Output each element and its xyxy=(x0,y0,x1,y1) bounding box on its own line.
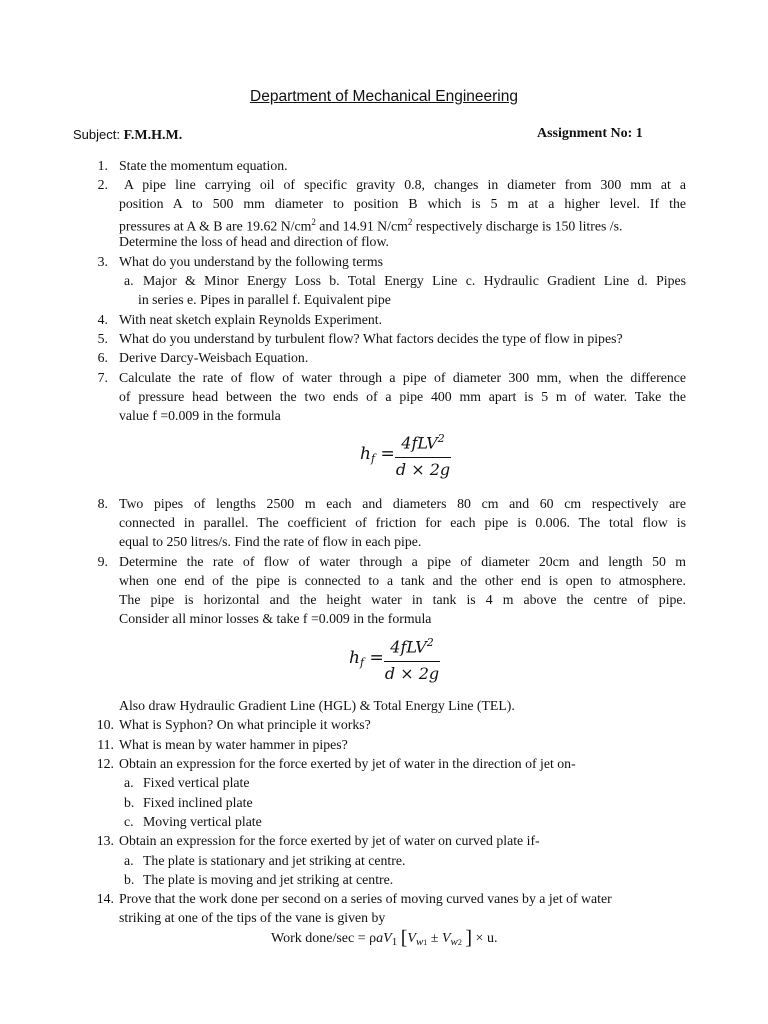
formula-lhs xyxy=(349,648,384,669)
sub-label: c. xyxy=(124,814,134,829)
question-text: What do you understand by turbulent flow? What factors decides the type of flow in pipes? xyxy=(119,331,623,346)
formula-lhs xyxy=(360,444,395,465)
equals-sign: = xyxy=(369,648,384,668)
question-number: 2. xyxy=(97,177,108,192)
formula-numerator xyxy=(394,432,452,452)
subject-label: Subject: xyxy=(73,127,120,142)
lhs-subscript: f xyxy=(370,452,376,465)
work-label: Work done/sec = xyxy=(271,931,370,946)
page-title: Department of Mechanical Engineering xyxy=(250,88,518,105)
numerator-exponent: 2 xyxy=(437,432,445,445)
assignment-number: Assignment No: 1 xyxy=(537,126,643,141)
work-formula xyxy=(271,929,497,952)
sub-label: a. xyxy=(124,853,134,868)
question-text: Also draw Hydraulic Gradient Line (HGL) & Total Energy Line (TEL). xyxy=(119,698,515,713)
question-text: Determine the rate of flow of water through a pipe of diameter 20cm and length 50 m xyxy=(119,554,686,569)
question-text: Prove that the work done per second on a series of moving curved vanes by a jet of water xyxy=(119,891,612,906)
text-span: and 14.91 N/cm xyxy=(315,218,408,234)
question-text: position A to 500 mm diameter to position B which is 5 m at a higher level. If the xyxy=(119,196,686,211)
numerator-text: 4fLV xyxy=(401,433,438,453)
whirl-velocity-symbol: V xyxy=(407,931,416,946)
whirl-subscript xyxy=(451,936,462,948)
superscript: 2 xyxy=(407,217,413,227)
sub-item: Fixed inclined plate xyxy=(143,795,253,810)
velocity-symbol: V xyxy=(383,931,392,946)
question-number: 11. xyxy=(97,737,114,752)
lhs-subscript: f xyxy=(359,656,365,669)
sub-label: a. xyxy=(124,775,134,790)
question-number: 12. xyxy=(96,756,114,771)
question-text: What is Syphon? On what principle it works? xyxy=(119,717,371,732)
velocity-subscript: 1 xyxy=(391,936,398,948)
question-text: What is mean by water hammer in pipes? xyxy=(119,737,348,752)
text-span: pressures at A & B are 19.62 N/cm xyxy=(119,218,312,234)
question-text: Consider all minor losses & take f =0.009 in the formula xyxy=(119,611,432,626)
fraction-bar xyxy=(395,457,451,458)
question-text: The pipe is horizontal and the height water in tank is 4 m above the centre of pipe. xyxy=(119,592,686,607)
question-text: value f =0.009 in the formula xyxy=(119,408,281,423)
darcy-formula xyxy=(345,636,445,688)
open-bracket: [ xyxy=(400,927,408,949)
question-text: A pipe line carrying oil of specific gravity 0.8, changes in diameter from 300 mm at a xyxy=(124,177,686,192)
question-number: 14. xyxy=(96,891,114,906)
whirl-sub-index: 2 xyxy=(457,938,462,947)
lhs-symbol: h xyxy=(360,444,371,464)
superscript: 2 xyxy=(311,217,316,227)
rho-symbol: ρ xyxy=(369,931,377,946)
subject-line xyxy=(73,127,182,144)
question-text: With neat sketch explain Reynolds Experiment. xyxy=(119,312,383,327)
question-number: 13. xyxy=(96,833,114,848)
numerator-exponent: 2 xyxy=(426,636,434,649)
question-text: Calculate the rate of flow of water through a pipe of diameter 300 mm, when the difference xyxy=(119,370,686,385)
question-text: Determine the loss of head and direction of flow. xyxy=(119,234,389,249)
question-text: What do you understand by the following terms xyxy=(119,254,384,269)
text-span: respectively discharge is 150 litres /s. xyxy=(412,218,623,234)
sub-item: Fixed vertical plate xyxy=(143,775,250,790)
question-number: 8. xyxy=(97,496,108,511)
sub-item: The plate is stationary and jet striking at centre. xyxy=(143,853,406,868)
question-number: 3. xyxy=(97,254,108,269)
question-text: Obtain an expression for the force exerted by jet of water on curved plate if- xyxy=(119,833,540,848)
fraction-bar xyxy=(384,661,440,662)
whirl-sub-index: 1 xyxy=(423,938,428,947)
formula-numerator xyxy=(383,636,441,656)
question-text: striking at one of the tips of the vane is given by xyxy=(119,910,386,925)
sub-label: b. xyxy=(124,795,135,810)
question-text: connected in parallel. The coefficient of friction for each pipe is 0.006. The total flow is xyxy=(119,515,686,530)
question-number: 4. xyxy=(97,312,108,327)
question-number: 5. xyxy=(97,331,108,346)
plus-minus: ± xyxy=(427,931,442,946)
equals-sign: = xyxy=(380,444,395,464)
area-symbol: a xyxy=(376,931,384,946)
whirl-velocity-symbol: V xyxy=(441,931,451,946)
sub-item: Moving vertical plate xyxy=(143,814,262,829)
whirl-sub-w: w xyxy=(415,936,424,948)
sub-label: b. xyxy=(124,872,135,887)
question-text: Two pipes of lengths 2500 m each and diameters 80 cm and 60 cm respectively are xyxy=(119,496,686,511)
question-text: when one end of the pipe is connected to a tank and the other end is open to atmosphere. xyxy=(119,573,686,588)
sub-item: The plate is moving and jet striking at centre. xyxy=(143,872,394,887)
numerator-text: 4fLV xyxy=(390,637,427,657)
question-number: 9. xyxy=(97,554,108,569)
question-number: 6. xyxy=(97,350,108,365)
darcy-formula xyxy=(356,432,456,484)
formula-denominator: d × 2g xyxy=(384,664,440,683)
question-number: 10. xyxy=(96,717,114,732)
lhs-symbol: h xyxy=(349,648,360,668)
question-text: equal to 250 litres/s. Find the rate of flow in each pipe. xyxy=(119,534,422,549)
question-text: of pressure head between the two ends of a pipe 400 mm apart is 5 m of water. Take the xyxy=(119,389,686,404)
whirl-subscript xyxy=(416,936,427,948)
question-number: 7. xyxy=(97,370,108,385)
close-bracket: ] xyxy=(465,927,473,949)
whirl-sub-w: w xyxy=(450,936,458,948)
subject-value: F.M.H.M. xyxy=(123,128,183,143)
sub-label: a. xyxy=(124,273,134,288)
question-text: Derive Darcy-Weisbach Equation. xyxy=(119,350,309,365)
question-text: in series e. Pipes in parallel f. Equivalent pipe xyxy=(138,292,391,307)
question-text: State the momentum equation. xyxy=(119,158,288,173)
times-u: × u. xyxy=(472,931,498,946)
question-number: 1. xyxy=(97,158,108,173)
question-text: Major & Minor Energy Loss b. Total Energy Line c. Hydraulic Gradient Line d. Pipes xyxy=(143,273,686,288)
formula-denominator: d × 2g xyxy=(395,460,451,479)
question-text: Obtain an expression for the force exerted by jet of water in the direction of jet on- xyxy=(119,756,576,771)
